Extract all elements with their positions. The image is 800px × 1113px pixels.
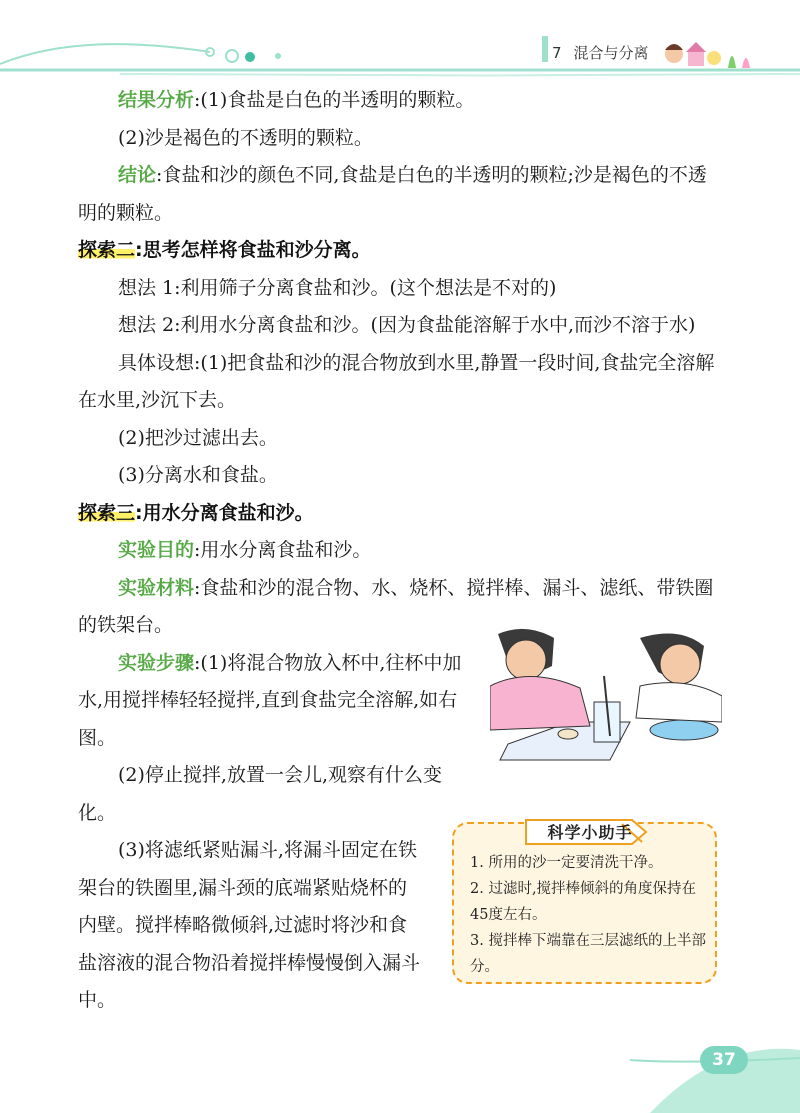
experiment-illustration xyxy=(490,626,722,762)
page-number: 37 xyxy=(700,1046,748,1074)
step-2: (2)停止搅拌,放置一会儿,观察有什么变化。 xyxy=(78,764,442,824)
conclusion xyxy=(78,157,723,232)
idea-2: 想法 2:利用水分离食盐和沙。(因为食盐能溶解于水中,而沙不溶于水) xyxy=(118,314,696,336)
helper-item-1: 1. 所用的沙一定要清洗干净。 xyxy=(470,855,663,871)
cartoon-kids-decoration xyxy=(662,34,754,72)
chapter-header xyxy=(552,42,649,63)
chapter-title: 混合与分离 xyxy=(573,44,649,62)
plan-1: 具体设想:(1)把食盐和沙的混合物放到水里,静置一段时间,食盐完全溶解在水里,沙沉下去。 xyxy=(78,351,715,411)
result-1 xyxy=(78,82,723,120)
result-2: (2)沙是褐色的不透明的颗粒。 xyxy=(118,126,373,149)
step-1 xyxy=(78,645,468,758)
chapter-number: 7 xyxy=(552,44,562,62)
explore3-heading xyxy=(78,495,723,533)
explore2-heading xyxy=(78,232,723,270)
step-1-text: :(1)将混合物放入杯中,往杯中加水,用搅拌棒轻轻搅拌,直到食盐完全溶解,如右图。 xyxy=(78,651,462,749)
helper-item-3: 3. 搅拌棒下端靠在三层滤纸的上半部分。 xyxy=(470,933,706,975)
result-label: 结果分析 xyxy=(118,89,195,111)
explore2-label: 探索二 xyxy=(78,239,136,261)
steps-label: 实验步骤 xyxy=(118,651,195,674)
science-helper-box xyxy=(452,822,717,984)
plan-2: (2)把沙过滤出去。 xyxy=(118,426,278,449)
plan-3: (3)分离水和食盐。 xyxy=(118,464,278,486)
result-1-text: :(1)食盐是白色的半透明的颗粒。 xyxy=(194,89,475,111)
helper-title: 科学小助手 xyxy=(547,823,633,842)
conclusion-text: :食盐和沙的颜色不同,食盐是白色的半透明的颗粒;沙是褐色的不透明的颗粒。 xyxy=(78,164,707,224)
helper-item-2: 2. 过滤时,搅拌棒倾斜的角度保持在45度左右。 xyxy=(470,881,697,923)
materials-label: 实验材料 xyxy=(118,576,195,599)
purpose-text: :用水分离食盐和沙。 xyxy=(194,539,372,561)
conclusion-label: 结论 xyxy=(118,164,157,186)
materials-text: :食盐和沙的混合物、水、烧杯、搅拌棒、漏斗、滤纸、带铁圈的铁架台。 xyxy=(78,576,714,636)
purpose xyxy=(78,532,723,570)
explore3-title: :用水分离食盐和沙。 xyxy=(135,501,314,524)
explore2-title: :思考怎样将食盐和沙分离。 xyxy=(135,239,371,261)
explore3-label: 探索三 xyxy=(78,501,136,524)
step-3: (3)将滤纸紧贴漏斗,将漏斗固定在铁架台的铁圈里,漏斗颈的底端紧贴烧杯的内壁。搅拌棒略微倾斜,过滤时将沙和食盐溶液的混合物沿着搅拌棒慢慢倒入漏斗中。 xyxy=(78,839,421,1011)
purpose-label: 实验目的 xyxy=(118,539,195,561)
helper-list xyxy=(470,850,710,980)
idea-1: 想法 1:利用筛子分离食盐和沙。(这个想法是不对的) xyxy=(118,276,557,299)
